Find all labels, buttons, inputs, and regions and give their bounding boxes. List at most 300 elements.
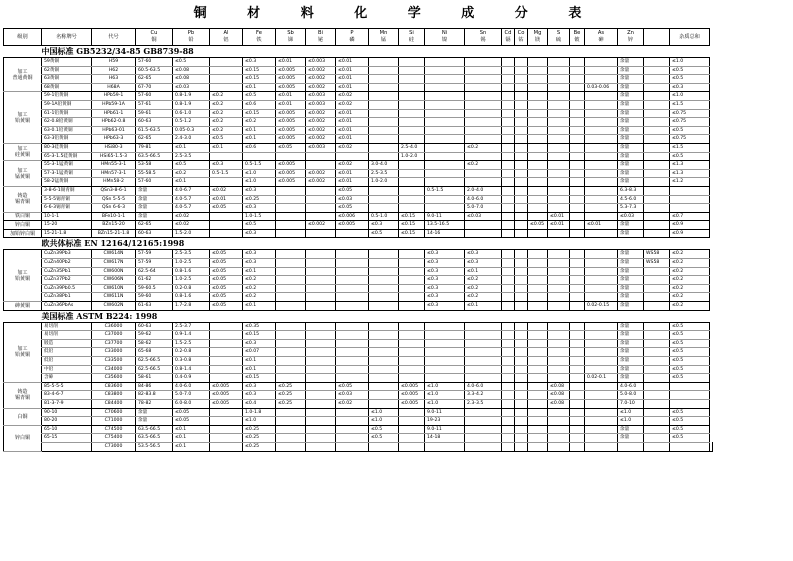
element-value bbox=[585, 135, 618, 144]
element-name: 硫 bbox=[555, 37, 562, 43]
element-value bbox=[585, 143, 618, 152]
element-value bbox=[425, 92, 465, 101]
element-value bbox=[548, 434, 570, 443]
alloy-name: CuZn39Pb3 bbox=[42, 250, 92, 259]
impurity-total: ≤0.2 bbox=[670, 276, 710, 285]
element-value bbox=[570, 348, 585, 357]
element-value bbox=[528, 109, 548, 118]
element-value: ≤0.15 bbox=[243, 374, 276, 383]
element-value bbox=[570, 204, 585, 213]
group-label: 铸造 锡青铜 bbox=[4, 186, 42, 212]
element-value bbox=[399, 365, 425, 374]
element-value: ≤0.3 bbox=[243, 382, 276, 391]
element-value: 余量 bbox=[618, 374, 644, 383]
element-value: 余量 bbox=[618, 126, 644, 135]
element-value: ≤0.5 bbox=[173, 58, 210, 67]
element-value bbox=[570, 267, 585, 276]
standard-title: 中国标准 GB5232/34-85 GB8739-88 bbox=[4, 46, 710, 58]
element-value bbox=[502, 382, 515, 391]
element-value: ≤0.3 bbox=[210, 161, 243, 170]
table-row bbox=[4, 293, 713, 302]
alloy-code: CW610N bbox=[92, 284, 136, 293]
alloy-code: CW602N bbox=[92, 302, 136, 311]
element-value bbox=[585, 399, 618, 408]
element-symbol: Mn bbox=[379, 30, 388, 36]
element-value: 9.0-11 bbox=[425, 212, 465, 221]
element-value: ≤0.1 bbox=[243, 83, 276, 92]
element-value: 62.5-66.5 bbox=[136, 357, 173, 366]
element-value: ≤0.2 bbox=[243, 276, 276, 285]
element-value bbox=[369, 322, 399, 331]
element-symbol: Al bbox=[223, 30, 229, 36]
element-value bbox=[210, 322, 243, 331]
alloy-name: 59-1A铅黄铜 bbox=[42, 100, 92, 109]
element-value bbox=[399, 293, 425, 302]
element-value bbox=[585, 284, 618, 293]
element-value bbox=[515, 75, 528, 84]
element-value: 3.3-4.2 bbox=[465, 391, 502, 400]
element-value bbox=[515, 382, 528, 391]
element-value: ≤0.002 bbox=[306, 221, 336, 230]
element-value bbox=[548, 229, 570, 238]
alloy-code: HPb63-3 bbox=[92, 135, 136, 144]
element-value bbox=[548, 152, 570, 161]
element-value bbox=[502, 109, 515, 118]
table-row bbox=[4, 92, 713, 101]
element-value: ≤0.01 bbox=[336, 66, 369, 75]
element-value: 0.8-1.9 bbox=[173, 92, 210, 101]
element-value bbox=[369, 195, 399, 204]
impurity-total: ≤0.2 bbox=[670, 267, 710, 276]
element-value bbox=[276, 221, 306, 230]
element-value bbox=[644, 83, 670, 92]
table-row bbox=[4, 195, 713, 204]
element-value: ≤0.01 bbox=[336, 135, 369, 144]
element-symbol: S bbox=[556, 30, 561, 36]
element-value: 0.3-0.8 bbox=[173, 357, 210, 366]
element-value: 余量 bbox=[136, 204, 173, 213]
impurity-total: ≤1.3 bbox=[670, 161, 710, 170]
element-value bbox=[502, 408, 515, 417]
element-value bbox=[515, 178, 528, 187]
element-value bbox=[369, 126, 399, 135]
element-value: ≤0.25 bbox=[243, 195, 276, 204]
element-value: 余量 bbox=[618, 83, 644, 92]
table-row bbox=[4, 118, 713, 127]
element-value bbox=[570, 408, 585, 417]
element-value: ≤0.002 bbox=[306, 66, 336, 75]
impurity-total: ≤0.2 bbox=[670, 284, 710, 293]
element-value: ≤0.02 bbox=[336, 92, 369, 101]
element-value: ≤0.2 bbox=[210, 109, 243, 118]
alloy-name: 锻造 bbox=[42, 339, 92, 348]
element-value: ≤0.3 bbox=[243, 58, 276, 67]
alloy-name: 55-3-1锰黄铜 bbox=[42, 161, 92, 170]
element-value: 余量 bbox=[618, 267, 644, 276]
standard-title: 欧共体标准 EN 12164/12165:1998 bbox=[4, 238, 710, 250]
element-value bbox=[210, 365, 243, 374]
alloy-code: HSi80-3 bbox=[92, 143, 136, 152]
element-value: ≤0.01 bbox=[276, 58, 306, 67]
element-value: ≤0.08 bbox=[548, 399, 570, 408]
element-value: ≤0.005 bbox=[276, 169, 306, 178]
element-value bbox=[502, 58, 515, 67]
element-value: ≤0.005 bbox=[336, 221, 369, 230]
element-value bbox=[399, 348, 425, 357]
element-value bbox=[399, 195, 425, 204]
group-label: 白铜 bbox=[4, 408, 42, 425]
element-value: ≤0.005 bbox=[276, 161, 306, 170]
element-value bbox=[585, 267, 618, 276]
element-value bbox=[399, 92, 425, 101]
element-value bbox=[502, 293, 515, 302]
element-value: ≤0.15 bbox=[243, 331, 276, 340]
element-value bbox=[336, 302, 369, 311]
header-element bbox=[399, 29, 425, 46]
standard-row bbox=[4, 310, 713, 322]
element-value bbox=[644, 302, 670, 311]
element-value: ≤0.1 bbox=[243, 267, 276, 276]
group-label: 加工 铅黄铜 bbox=[4, 250, 42, 302]
alloy-code: C35600 bbox=[92, 374, 136, 383]
element-value: ≤0.3 bbox=[369, 221, 399, 230]
element-value bbox=[644, 221, 670, 230]
group-label: 加工 普通黄铜 bbox=[4, 58, 42, 92]
element-name: 钴 bbox=[518, 37, 524, 43]
element-value: ≤1.0 bbox=[425, 391, 465, 400]
element-value bbox=[425, 118, 465, 127]
element-value: ≤0.05 bbox=[336, 204, 369, 213]
alloy-code: C83600 bbox=[92, 382, 136, 391]
alloy-name: CuZn38Pb1 bbox=[42, 293, 92, 302]
element-value bbox=[210, 75, 243, 84]
element-value: ≤1.0 bbox=[618, 417, 644, 426]
element-value bbox=[502, 302, 515, 311]
element-value: ≤0.1 bbox=[210, 143, 243, 152]
element-value bbox=[570, 322, 585, 331]
impurity-total: ≤0.5 bbox=[670, 365, 710, 374]
table-row bbox=[4, 267, 713, 276]
table-row bbox=[4, 276, 713, 285]
element-value bbox=[399, 284, 425, 293]
element-value bbox=[515, 425, 528, 434]
element-value: 0.4-0.9 bbox=[173, 374, 210, 383]
impurity-total: ≤0.5 bbox=[670, 408, 710, 417]
element-value bbox=[528, 83, 548, 92]
element-value bbox=[210, 152, 243, 161]
element-name: 铅 bbox=[188, 37, 194, 43]
element-value bbox=[548, 83, 570, 92]
element-value bbox=[515, 66, 528, 75]
element-value: ≤0.3 bbox=[425, 302, 465, 311]
element-value bbox=[465, 135, 502, 144]
element-value bbox=[210, 83, 243, 92]
element-value bbox=[515, 408, 528, 417]
element-value bbox=[585, 229, 618, 238]
element-name: 铋 bbox=[317, 37, 324, 43]
element-value: 57-59 bbox=[136, 250, 173, 259]
element-value bbox=[399, 331, 425, 340]
element-value: 1.0-2.5 bbox=[173, 276, 210, 285]
element-value: ≤0.1 bbox=[173, 425, 210, 434]
element-value bbox=[515, 348, 528, 357]
element-value: ≤0.002 bbox=[306, 169, 336, 178]
element-value bbox=[369, 118, 399, 127]
element-value bbox=[585, 339, 618, 348]
alloy-code: C33500 bbox=[92, 357, 136, 366]
group-label: 加工 铅黄铜 bbox=[4, 92, 42, 144]
alloy-code: HPb61-1 bbox=[92, 109, 136, 118]
element-value bbox=[528, 169, 548, 178]
impurity-total: ≤0.2 bbox=[670, 250, 710, 259]
element-value bbox=[585, 322, 618, 331]
table-row bbox=[4, 221, 713, 230]
element-value bbox=[548, 100, 570, 109]
header-code: 代号 bbox=[92, 29, 136, 46]
element-value: 余量 bbox=[618, 293, 644, 302]
element-value: ≤0.3 bbox=[465, 250, 502, 259]
element-value: ≤0.01 bbox=[548, 221, 570, 230]
element-value bbox=[644, 169, 670, 178]
element-value bbox=[306, 276, 336, 285]
element-value bbox=[548, 293, 570, 302]
element-value: ≤0.05 bbox=[173, 408, 210, 417]
element-value bbox=[465, 417, 502, 426]
element-value: 57-60 bbox=[136, 178, 173, 187]
element-value bbox=[210, 331, 243, 340]
element-value bbox=[548, 109, 570, 118]
alloy-code: HPb62-0.8 bbox=[92, 118, 136, 127]
element-value: ≤0.01 bbox=[336, 178, 369, 187]
element-value bbox=[570, 365, 585, 374]
element-value: ≤0.01 bbox=[336, 126, 369, 135]
element-value bbox=[306, 399, 336, 408]
element-value: 4.0-6.0 bbox=[465, 195, 502, 204]
element-name: 硅 bbox=[408, 37, 415, 43]
element-value bbox=[210, 212, 243, 221]
element-value: ≤0.005 bbox=[276, 66, 306, 75]
element-value: 余量 bbox=[618, 357, 644, 366]
element-value bbox=[502, 195, 515, 204]
alloy-name: 5-5-5锡青铜 bbox=[42, 195, 92, 204]
element-value bbox=[548, 259, 570, 268]
element-value bbox=[528, 391, 548, 400]
alloy-name: 81-3-7-9 bbox=[42, 399, 92, 408]
element-symbol: Fe bbox=[256, 30, 262, 36]
impurity-total: ≤1.2 bbox=[670, 178, 710, 187]
element-value bbox=[276, 331, 306, 340]
element-value bbox=[465, 331, 502, 340]
element-value bbox=[515, 365, 528, 374]
element-value: 余量 bbox=[618, 339, 644, 348]
element-value bbox=[548, 357, 570, 366]
element-value bbox=[243, 152, 276, 161]
element-value bbox=[502, 348, 515, 357]
element-value bbox=[210, 425, 243, 434]
element-value bbox=[644, 408, 670, 417]
element-value bbox=[399, 442, 425, 451]
element-value bbox=[528, 186, 548, 195]
element-value: ≤0.05 bbox=[210, 259, 243, 268]
element-value bbox=[276, 302, 306, 311]
element-value: 3.0-4.0 bbox=[369, 161, 399, 170]
element-value bbox=[306, 357, 336, 366]
element-value: 0.8-1.4 bbox=[173, 365, 210, 374]
element-value bbox=[210, 417, 243, 426]
element-value bbox=[502, 152, 515, 161]
element-value: 余量 bbox=[618, 250, 644, 259]
alloy-name: 65-3-1.5硅黄铜 bbox=[42, 152, 92, 161]
element-value bbox=[399, 100, 425, 109]
element-value bbox=[528, 276, 548, 285]
element-value: 2.5-3.7 bbox=[173, 322, 210, 331]
alloy-code: C37000 bbox=[92, 331, 136, 340]
alloy-name: 低铅 bbox=[42, 357, 92, 366]
element-value bbox=[306, 374, 336, 383]
impurity-total: ≤1.5 bbox=[670, 143, 710, 152]
element-value: ≤0.03 bbox=[336, 391, 369, 400]
element-value bbox=[336, 374, 369, 383]
element-value: ≤0.1 bbox=[243, 302, 276, 311]
element-value bbox=[306, 212, 336, 221]
element-name: 锌 bbox=[627, 37, 634, 43]
element-value: ≤0.005 bbox=[276, 126, 306, 135]
element-value: ≤0.02 bbox=[336, 161, 369, 170]
impurity-total: ≤0.5 bbox=[670, 417, 710, 426]
element-value bbox=[644, 75, 670, 84]
element-value bbox=[369, 374, 399, 383]
alloy-code: H59 bbox=[92, 58, 136, 67]
element-value bbox=[465, 408, 502, 417]
element-value bbox=[515, 374, 528, 383]
element-value: ≤0.15 bbox=[399, 229, 425, 238]
element-value: 0.8-1.6 bbox=[173, 267, 210, 276]
element-value: ≤0.002 bbox=[306, 178, 336, 187]
element-value: 0.05-0.3 bbox=[173, 126, 210, 135]
element-value bbox=[276, 339, 306, 348]
element-value: ≤0.2 bbox=[243, 293, 276, 302]
element-value bbox=[502, 75, 515, 84]
element-value bbox=[528, 339, 548, 348]
element-value bbox=[570, 382, 585, 391]
element-value: ≤0.01 bbox=[336, 169, 369, 178]
element-value: 余量 bbox=[618, 178, 644, 187]
element-value: 2.5-3.5 bbox=[173, 152, 210, 161]
element-value bbox=[465, 126, 502, 135]
element-value bbox=[548, 365, 570, 374]
element-value: 1.0-1.8 bbox=[243, 408, 276, 417]
element-value bbox=[515, 259, 528, 268]
header-name: 名称牌号 bbox=[42, 29, 92, 46]
element-value: 余量 bbox=[618, 284, 644, 293]
header-total: 杂质总和 bbox=[670, 29, 710, 46]
element-value bbox=[528, 331, 548, 340]
element-value: ≤0.05 bbox=[336, 186, 369, 195]
element-value: ≤0.01 bbox=[336, 58, 369, 67]
element-value bbox=[425, 322, 465, 331]
element-value: ≤0.05 bbox=[528, 221, 548, 230]
alloy-code: C83800 bbox=[92, 391, 136, 400]
element-value bbox=[399, 126, 425, 135]
alloy-code: QSn 5-5-5 bbox=[92, 195, 136, 204]
element-value: 59-60.5 bbox=[136, 284, 173, 293]
element-value bbox=[369, 399, 399, 408]
element-symbol: Cu bbox=[150, 30, 158, 36]
element-value: ≤0.3 bbox=[243, 339, 276, 348]
element-value bbox=[570, 186, 585, 195]
alloy-name: 68黄铜 bbox=[42, 83, 92, 92]
alloy-name: 61-1铅黄铜 bbox=[42, 109, 92, 118]
element-value: ≤0.3 bbox=[243, 391, 276, 400]
element-value bbox=[306, 161, 336, 170]
table-row bbox=[4, 250, 713, 259]
element-value: ≤0.1 bbox=[243, 357, 276, 366]
element-value: ≤0.005 bbox=[276, 135, 306, 144]
element-value: 余量 bbox=[618, 276, 644, 285]
element-value: 62.5-64 bbox=[136, 267, 173, 276]
element-value bbox=[336, 267, 369, 276]
element-value bbox=[528, 382, 548, 391]
alloy-name: 低铅 bbox=[42, 348, 92, 357]
element-value bbox=[306, 250, 336, 259]
element-value bbox=[528, 322, 548, 331]
element-value bbox=[336, 442, 369, 451]
element-value: 余量 bbox=[618, 100, 644, 109]
element-value: ≤0.002 bbox=[306, 83, 336, 92]
element-value bbox=[425, 357, 465, 366]
element-value bbox=[336, 259, 369, 268]
element-value: ≤0.02 bbox=[173, 221, 210, 230]
element-value: 余量 bbox=[618, 169, 644, 178]
table-row bbox=[4, 382, 713, 391]
element-value bbox=[210, 408, 243, 417]
element-value bbox=[210, 374, 243, 383]
element-value bbox=[465, 434, 502, 443]
element-value: 0.02-0.15 bbox=[585, 302, 618, 311]
element-value: 余量 bbox=[136, 186, 173, 195]
element-value: ≤0.05 bbox=[210, 204, 243, 213]
element-value: ≤0.002 bbox=[306, 126, 336, 135]
alloy-name: 57-3-1锰黄铜 bbox=[42, 169, 92, 178]
element-value bbox=[369, 276, 399, 285]
element-value bbox=[399, 186, 425, 195]
element-name: 磷 bbox=[349, 37, 355, 43]
element-value bbox=[644, 161, 670, 170]
element-value bbox=[548, 276, 570, 285]
element-value bbox=[570, 178, 585, 187]
element-value bbox=[570, 284, 585, 293]
header-element bbox=[369, 29, 399, 46]
element-value bbox=[276, 250, 306, 259]
alloy-name: CuZn36PbAs bbox=[42, 302, 92, 311]
element-value bbox=[570, 118, 585, 127]
element-value bbox=[618, 442, 644, 451]
element-value bbox=[570, 302, 585, 311]
alloy-name: 63-0.1铅黄铜 bbox=[42, 126, 92, 135]
alloy-code: QSn 6-6-3 bbox=[92, 204, 136, 213]
element-value: 4.0-6.0 bbox=[618, 382, 644, 391]
element-value bbox=[399, 259, 425, 268]
element-value bbox=[515, 204, 528, 213]
element-value bbox=[515, 331, 528, 340]
element-value: 1.5-2.0 bbox=[173, 229, 210, 238]
alloy-code: BFe10-1-1 bbox=[92, 212, 136, 221]
standard-row bbox=[4, 238, 713, 250]
element-value: 5.3-7.3 bbox=[618, 204, 644, 213]
element-value: 60.5-63.5 bbox=[136, 66, 173, 75]
alloy-name: 65-10 bbox=[42, 425, 92, 434]
element-value bbox=[644, 267, 670, 276]
